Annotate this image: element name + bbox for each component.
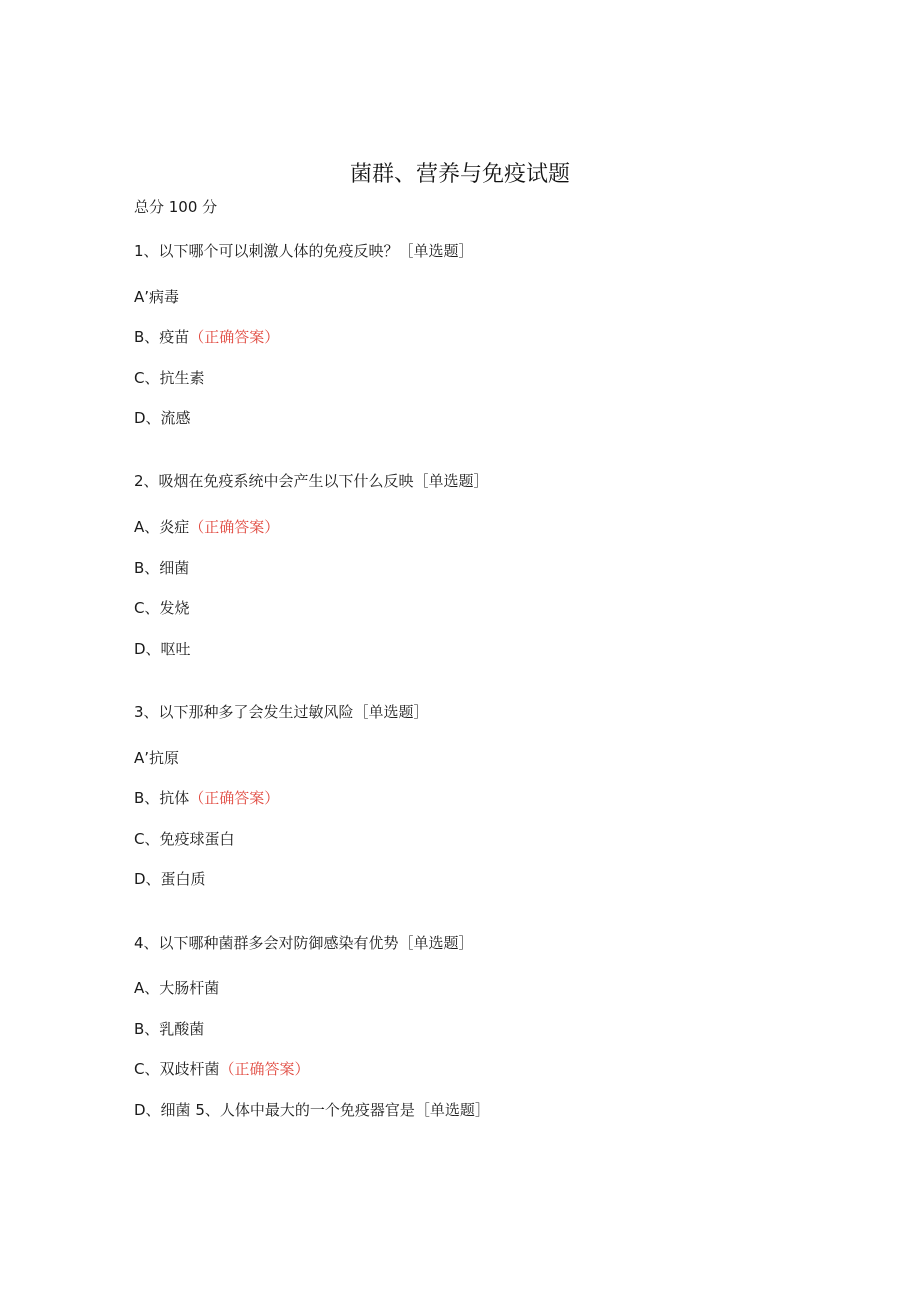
option <box>134 557 189 579</box>
option <box>134 286 179 308</box>
option <box>134 367 204 389</box>
option-label: C、免疫球蛋白 <box>134 830 235 848</box>
question-text: 1、以下哪个可以刺激人体的免疫反映？［单选题］ <box>134 242 474 260</box>
option-label: C、发烧 <box>134 599 190 617</box>
option <box>134 868 206 890</box>
option-label: D、呕吐 <box>134 640 191 658</box>
option <box>134 787 279 809</box>
option-label: D、细菌 5、人体中最大的一个免疫器官是［单选题］ <box>134 1101 490 1119</box>
option <box>134 326 279 348</box>
option <box>134 407 191 429</box>
option <box>134 1058 310 1080</box>
option-label: D、蛋白质 <box>134 870 206 888</box>
option-label: A’抗原 <box>134 749 180 767</box>
option-label: B、乳酸菌 <box>134 1020 205 1038</box>
correct-answer-mark: （正确答案） <box>219 1060 310 1078</box>
correct-answer-mark: （正确答案） <box>189 328 280 346</box>
option <box>134 638 191 660</box>
option <box>134 828 234 850</box>
option <box>134 977 219 999</box>
option-label: B、抗体 <box>134 789 190 807</box>
option <box>134 1099 490 1121</box>
option <box>134 597 189 619</box>
option-label: C、双歧杆菌 <box>134 1060 220 1078</box>
option-label: B、疫苗 <box>134 328 190 346</box>
page-title: 菌群、营养与免疫试题 <box>349 162 570 187</box>
option-label: A、炎症 <box>134 518 190 536</box>
option <box>134 516 279 538</box>
option-label: C、抗生素 <box>134 369 205 387</box>
option-label: A、大肠杆菌 <box>134 979 220 997</box>
correct-answer-mark: （正确答案） <box>189 789 280 807</box>
option-label: D、流感 <box>134 409 191 427</box>
question-text: 3、以下那种多了会发生过敏风险［单选题］ <box>134 703 429 721</box>
option-label: A’病毒 <box>134 288 180 306</box>
option <box>134 1018 204 1040</box>
option-label: B、细菌 <box>134 559 190 577</box>
question-text: 4、以下哪种菌群多会对防御感染有优势［单选题］ <box>134 934 474 952</box>
question-text: 2、吸烟在免疫系统中会产生以下什么反映［单选题］ <box>134 472 489 490</box>
correct-answer-mark: （正确答案） <box>189 518 280 536</box>
total-score: 总分 100 分 <box>134 198 218 216</box>
option <box>134 747 179 769</box>
